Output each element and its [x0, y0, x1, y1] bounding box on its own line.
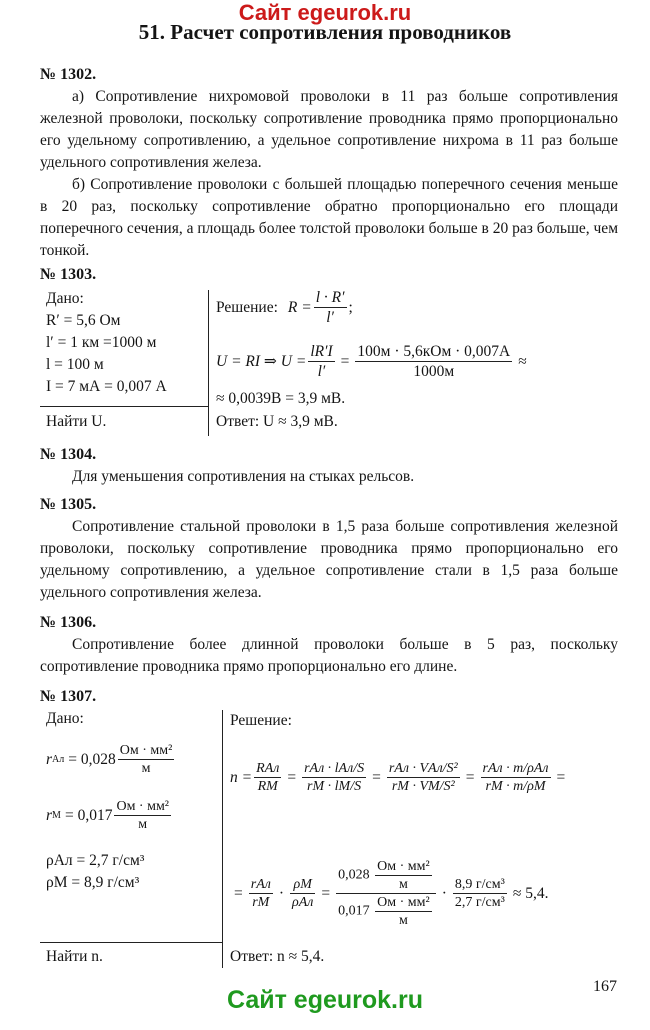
- p1307-g1-unit: [118, 742, 175, 777]
- p1307-e2-den-unit-bottom: м: [399, 913, 408, 928]
- p1303-f2-fraction-2: [355, 342, 512, 381]
- p1307-e2-f1-num: rАл: [250, 877, 271, 892]
- p1307-e1-f2-den: rМ · lМ/S: [307, 779, 362, 794]
- p1307-e1-f3-num: rАл · VАл/S²: [388, 761, 458, 776]
- p1307-e2-dot-2: ·: [441, 884, 447, 902]
- p1303-given-label: Дано:: [46, 290, 84, 307]
- p1307-separator: [222, 710, 223, 968]
- p1307-e2-f2-num: ρМ: [290, 876, 315, 894]
- p1303-f2-numerator-1: lR′I: [310, 343, 333, 360]
- p1307-e2-result: ≈ 5,4.: [512, 884, 549, 902]
- p1303-separator: [208, 290, 209, 436]
- p1303-f2-start: U = RI ⇒ U =: [216, 353, 307, 370]
- problem-1304-text: Для уменьшения сопротивления на стыках рельсов.: [72, 468, 415, 485]
- p1307-e2-num-value: 0,028: [338, 867, 370, 883]
- p1307-g2-unit-num: Ом · мм²: [116, 799, 170, 814]
- problem-1303-number: № 1303.: [40, 266, 97, 283]
- p1307-e1-fraction-2: [302, 760, 366, 795]
- p1303-formula-2: [216, 342, 531, 381]
- problem-1305-number: № 1305.: [40, 496, 97, 513]
- p1307-e1-f2-num: rАл · lАл/S: [304, 761, 365, 776]
- p1303-f2-approx: ≈: [518, 352, 527, 370]
- p1303-find: Найти U.: [46, 413, 107, 430]
- p1307-e1-eq-1: =: [287, 768, 297, 786]
- p1307-e2-f2-den: ρАл: [292, 895, 314, 910]
- problem-1305-text: Сопротивление стальной проволоки в 1,5 раза больше сопротивления железной проволоки, поскольку сопротивление проводника прямо пропорционально его удельному сопротивлению, а удельное сопротивление стали в 1,5 раза больше удельного сопротивления железа.: [40, 518, 618, 601]
- p1303-f1-denominator: l′: [326, 309, 334, 326]
- p1307-equation-1: [230, 760, 569, 795]
- p1307-e2-eq-1: =: [234, 884, 243, 902]
- p1307-e2-num-unit: [375, 858, 432, 893]
- p1307-e1-f4-den: rМ · m/ρМ: [485, 779, 546, 794]
- p1307-e2-big-fraction: [336, 858, 436, 929]
- p1307-given-rho-m: ρМ = 8,9 г/см³: [46, 874, 140, 891]
- p1303-f1-numerator: l · R′: [315, 289, 345, 306]
- p1307-e1-eq-3: =: [465, 768, 475, 786]
- p1303-given-l: l = 100 м: [46, 356, 104, 373]
- p1307-e1-f4-num: rАл · m/ρАл: [482, 761, 549, 776]
- p1303-given-i: I = 7 мА = 0,007 А: [46, 378, 167, 395]
- p1303-f2-fraction-1: [308, 342, 334, 381]
- p1307-given-r-al: [46, 742, 176, 777]
- p1307-e2-fraction-1: [249, 876, 273, 911]
- page-number: 167: [593, 978, 617, 995]
- p1307-e2-fraction-3: [453, 876, 507, 911]
- p1307-e2-dot-1: ·: [278, 884, 285, 902]
- p1307-e2-num-unit-bottom: м: [399, 877, 408, 892]
- problem-1302-part-a: а) Сопротивление нихромовой проволоки в 11 раз больше сопротивления железной проволоки, поскольку сопротивление проводника прямо пропорционально его удельному сопротивлению, а удельное сопротивление нихрома в 11 раз больше удельного сопротивления железа.: [40, 88, 618, 171]
- p1307-e2-f3-den: 2,7 г/см³: [454, 895, 505, 910]
- p1307-g1-subscript: Ал: [52, 754, 65, 765]
- p1307-find: Найти n.: [46, 948, 103, 965]
- p1307-given-r-m: [46, 798, 173, 833]
- section-title: 51. Расчет сопротивления проводников: [138, 20, 512, 44]
- p1307-g2-unit-den: м: [138, 817, 148, 832]
- p1303-given-lprime: l′ = 1 км =1000 м: [46, 334, 157, 351]
- p1307-given-label: Дано:: [46, 710, 84, 727]
- p1307-e1-fraction-3: [387, 760, 460, 795]
- p1307-e1-f1-den: RМ: [257, 779, 278, 794]
- p1307-e2-num-unit-top: Ом · мм²: [377, 859, 430, 874]
- p1307-g2-value: = 0,017: [64, 806, 113, 824]
- p1303-result: ≈ 0,0039В = 3,9 мВ.: [216, 390, 346, 407]
- watermark-top: Сайт egeurok.ru: [238, 0, 412, 25]
- p1307-e1-f3-den: rМ · VМ/S²: [391, 779, 455, 794]
- p1307-e2-f3-num: 8,9 г/см³: [454, 877, 505, 892]
- p1307-g2-symbol: r: [46, 806, 53, 824]
- p1307-e1-eq-4: =: [556, 768, 566, 786]
- p1307-solution-label: Решение:: [230, 712, 292, 729]
- p1303-f1-end: ;: [348, 298, 353, 316]
- p1303-f1-lhs: R =: [287, 298, 312, 316]
- p1307-e2-big-denominator: [336, 894, 436, 929]
- p1303-f1-fraction: [314, 288, 347, 327]
- p1303-f2-equals: =: [340, 352, 350, 370]
- p1307-g2-subscript: М: [52, 810, 61, 821]
- p1307-g2-unit: [114, 798, 171, 833]
- p1303-f2-numerator-2: 100м · 5,6кОм · 0,007А: [357, 343, 511, 360]
- p1307-g1-unit-num: Ом · мм²: [119, 743, 173, 758]
- p1307-equation-2: [230, 858, 552, 929]
- p1307-e2-eq-2: =: [321, 884, 331, 902]
- p1303-formula-1: [216, 288, 353, 327]
- p1307-given-divider: [40, 942, 222, 943]
- problem-1304-number: № 1304.: [40, 446, 97, 463]
- p1307-g1-value: = 0,028: [68, 750, 116, 768]
- p1307-g1-symbol: r: [46, 750, 53, 768]
- p1303-given-divider: [40, 406, 208, 407]
- p1307-e1-f1-num: RАл: [256, 761, 280, 776]
- p1307-e2-f1-den: rМ: [252, 895, 270, 910]
- p1307-e2-den-unit: [375, 894, 432, 929]
- p1307-e1-fraction-4: [481, 760, 551, 795]
- p1303-answer: Ответ: U ≈ 3,9 мВ.: [216, 413, 338, 430]
- p1307-e2-den-unit-top: Ом · мм²: [377, 895, 430, 910]
- p1307-e1-fraction-1: [254, 760, 281, 795]
- p1307-e2-fraction-2: [290, 876, 315, 911]
- p1307-e1-eq-2: =: [372, 768, 381, 786]
- p1303-f2-denominator-2: 1000м: [413, 363, 455, 380]
- watermark-bottom: Сайт egeurok.ru: [226, 986, 424, 1014]
- problem-1306-number: № 1306.: [40, 614, 97, 631]
- problem-1307-number: № 1307.: [40, 688, 97, 705]
- problem-1302-number: № 1302.: [40, 66, 97, 83]
- p1307-e2-den-value: 0,017: [338, 903, 370, 919]
- p1307-given-rho-al: ρАл = 2,7 г/см³: [46, 852, 145, 869]
- p1307-g1-unit-den: м: [141, 761, 151, 776]
- p1303-f2-denominator-1: l′: [317, 363, 326, 380]
- problem-1306-text: Сопротивление более длинной проволоки больше в 5 раз, поскольку сопротивление проводника прямо пропорционально его длине.: [40, 636, 618, 675]
- p1303-solution-label: Решение:: [216, 298, 278, 316]
- problem-1302-part-b: б) Сопротивление проволоки с большей площадью поперечного сечения меньше в 20 раз, поскольку сопротивление обратно пропорционально его площади поперечного сечения, а площадь более толстой проволоки больше в 20 раз больше, чем тонкой.: [40, 176, 618, 259]
- p1307-e1-n: n =: [230, 768, 253, 786]
- p1307-e2-big-numerator: [336, 858, 436, 894]
- p1307-answer: Ответ: n ≈ 5,4.: [230, 948, 325, 965]
- p1303-given-r: R′ = 5,6 Ом: [46, 312, 121, 329]
